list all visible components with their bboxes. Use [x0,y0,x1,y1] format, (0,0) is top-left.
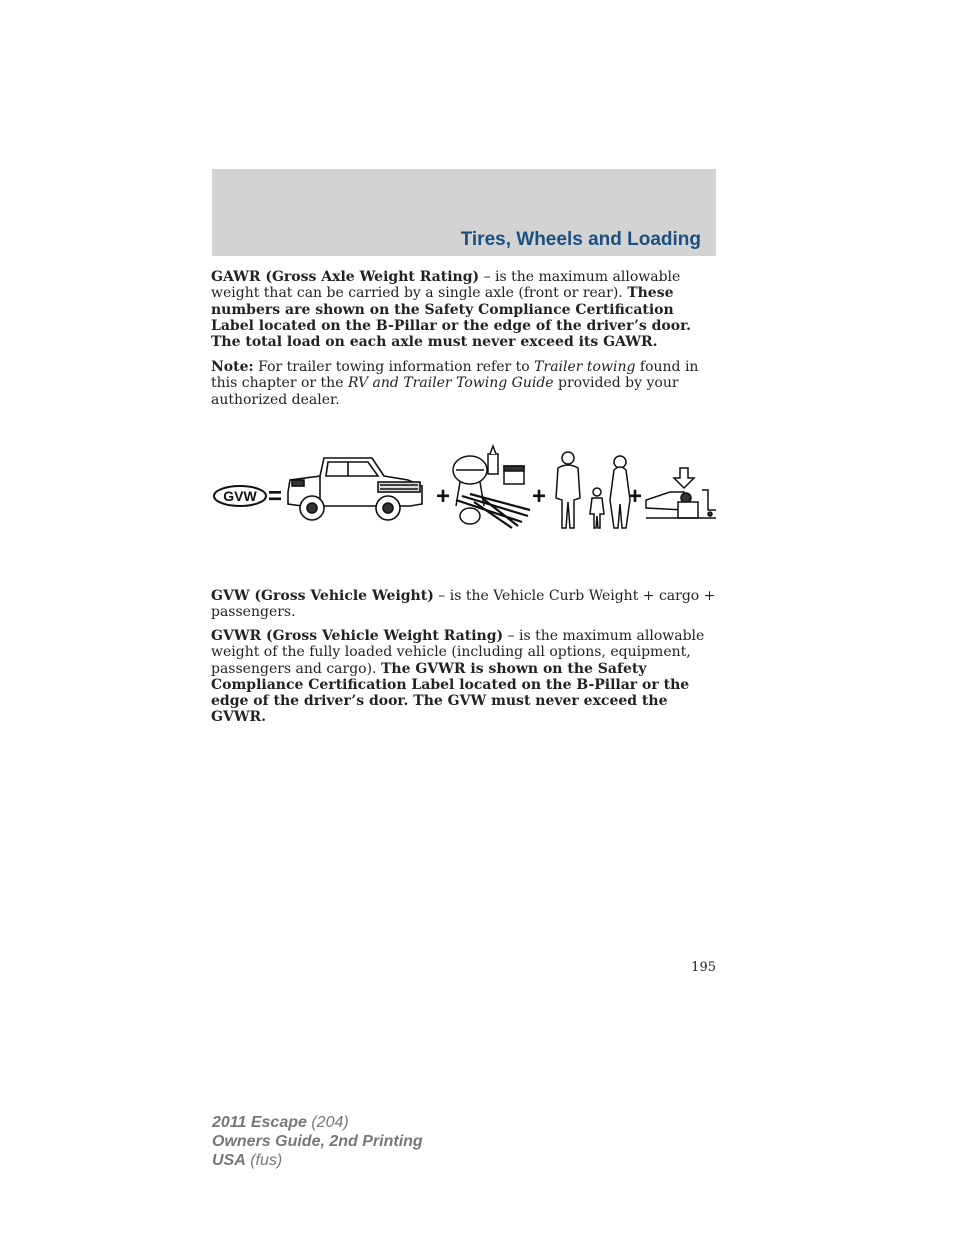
trailer-hitch-icon [646,468,716,518]
section-header [212,169,716,256]
footer-market: USA [212,1152,246,1169]
gvw-paragraph [211,588,716,621]
gvwr-definition: – is the maximum allowable weight of the fully loaded vehicle (including all options, equipment, passengers and cargo). [211,628,705,677]
gawr-paragraph [211,269,716,350]
gvwr-paragraph [211,628,716,726]
gawr-term: GAWR (Gross Axle Weight Rating) [211,269,480,285]
note-paragraph [211,359,716,408]
gvw-term: GVW (Gross Vehicle Weight) [211,588,434,604]
footer-model-code: (204) [306,1114,349,1131]
gvwr-emphasis: The GVWR is shown on the Safety Compliance Certification Label located on the B-Pillar or the edge of the driver’s door. The GVW must never exceed the GVWR. [211,660,690,726]
gawr-definition: – is the maximum allowable weight that can be carried by a single axle (front or rear). [211,269,681,302]
gvw-definition: – is the Vehicle Curb Weight + cargo + passengers. [211,588,716,621]
section-title: Tires, Wheels and Loading [460,229,701,250]
note-text: found in this chapter or the [211,359,699,392]
footer-market-code: (fus) [245,1152,283,1169]
publication-footer [212,1113,423,1170]
footer-model: 2011 Escape [212,1114,307,1131]
footer-edition: Owners Guide, 2nd Printing [212,1133,423,1150]
trailer-towing-reference: Trailer towing [534,359,636,375]
cargo-icon [453,446,530,528]
note-text: For trailer towing information refer to [253,359,535,375]
gvw-badge [214,486,266,506]
plus-sign: + [627,483,643,510]
rv-guide-reference: RV and Trailer Towing Guide [347,375,554,392]
truck-icon [288,458,422,520]
passengers-icon [556,452,630,528]
page-number: 195 [691,960,716,975]
equals-sign: = [267,483,283,510]
gawr-emphasis: These numbers are shown on the Safety Compliance Certification Label located on the B-Pillar or the edge of the driver’s door. The total load on each axle must never exceed its GAWR. [211,285,692,351]
note-text: provided by your authorized dealer. [211,375,679,408]
note-label: Note: [211,359,254,375]
plus-sign: + [435,483,451,510]
gvwr-term: GVWR (Gross Vehicle Weight Rating) [211,628,504,644]
plus-sign: + [531,483,547,510]
gvw-badge-label: GVW [223,488,257,504]
gvw-illustration [212,440,716,535]
